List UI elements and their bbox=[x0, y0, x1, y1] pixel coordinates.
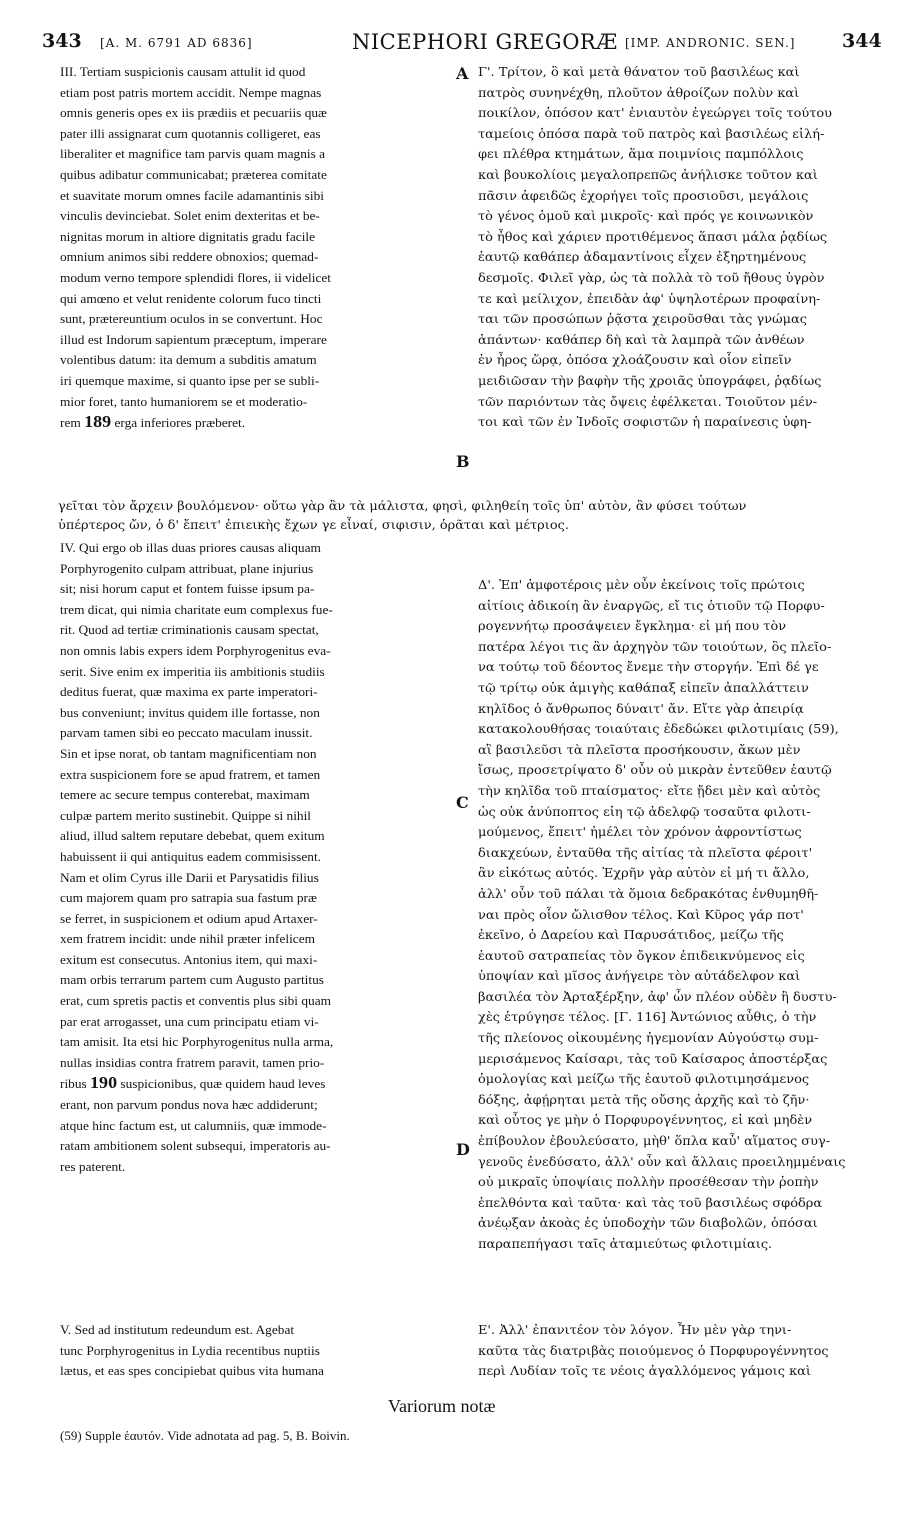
latin-line: serit. Sive enim ex imperitia iis ambitionis studiis bbox=[60, 664, 325, 679]
greek-line: δεσμοῖς. Φιλεῖ γὰρ, ὡς τὰ πολλὰ τὸ τοῦ ἤθους ὑγρὸν bbox=[478, 270, 825, 285]
greek-line: να τούτῳ τοῦ δέοντος ἔνεμε τὴν στοργήν. Ἐπὶ δέ γε bbox=[478, 660, 819, 675]
latin-text-block bbox=[60, 1320, 452, 1382]
greek-line: ἀλλ' οὖν τοῦ πάλαι τὰ ὅμοια δεδρακότας ἐνθυμηθῆ- bbox=[478, 886, 819, 901]
greek-line: τὸ γένος ὁμοῦ καὶ μικροῖς· καὶ πρός γε κοινωνικὸν bbox=[478, 209, 814, 224]
greek-line: τοι καὶ τῶν ἐν Ἰνδοῖς σοφιστῶν ἡ παραίνεσις ὑφη- bbox=[478, 415, 812, 430]
greek-line: περὶ Λυδίαν τοῖς τε νέοις ἀγαλλόμενος γάμοις καὶ bbox=[478, 1364, 811, 1379]
latin-line: III. Tertiam suspicionis causam attulit id quod bbox=[60, 65, 306, 79]
greek-line: Γ'. Τρίτον, ὃ καὶ μετὰ θάνατον τοῦ βασιλέως καὶ bbox=[478, 65, 800, 79]
greek-column-section-3 bbox=[478, 62, 898, 433]
latin-line: cum majorem quam pro satrapia sua fastum præ bbox=[60, 891, 317, 906]
latin-column-section-5 bbox=[60, 1320, 452, 1382]
greek-full-width-block bbox=[58, 497, 898, 535]
greek-line: τῆς πλείονος οἰκουμένης ἡγεμονίαν Αὐγούστῳ συμ- bbox=[478, 1031, 819, 1046]
greek-line: γενοῦς ἐνεδύσατο, ἀλλ' οὖν καὶ ἄλλαις προειλημμέναις bbox=[478, 1154, 846, 1169]
greek-line: πατέρα λέγοι τις ἂν ἀρχηγὸν τῶν τοιούτων, ὃς πλεῖο- bbox=[478, 639, 832, 654]
latin-line: vinculis devinciebat. Solet enim dexteritas et be- bbox=[60, 209, 320, 224]
latin-line: Porphyrogenito culpam attribuat, plane injurius bbox=[60, 561, 314, 576]
greek-line: τὴν κηλῖδα τοῦ πταίσματος· εἴτε ᾔδει μὲν καὶ αὐτὸς bbox=[478, 783, 821, 798]
latin-line: non omnis labis expers idem Porphyrogenitus eva- bbox=[60, 643, 331, 658]
greek-line: δόξης, ἀφῄρηται μετὰ τῆς οὔσης ἀρχῆς καὶ τὸ ζῆν· bbox=[478, 1092, 810, 1107]
latin-line: volentibus datum: ita demum a subditis amatum bbox=[60, 353, 317, 368]
latin-line: exitum est consecutus. Antonius item, qui maxi- bbox=[60, 952, 318, 967]
latin-line: qui amœno et velut renidente colorum fuco tincti bbox=[60, 291, 322, 306]
latin-line: deditus fuerat, quæ maxima ex parte imperatori- bbox=[60, 685, 318, 700]
greek-line: Ε'. Ἀλλ' ἐπανιτέον τὸν λόγον. Ἦν μὲν γὰρ τηνι- bbox=[478, 1323, 792, 1337]
latin-line: nignitas morum in altiore dignitatis gradu facile bbox=[60, 229, 316, 244]
greek-column-section-5 bbox=[478, 1320, 898, 1382]
latin-line: res paterent. bbox=[60, 1159, 126, 1174]
margin-letter-b: B bbox=[456, 452, 470, 471]
latin-line: iri quemque maxime, si quanto ipse per se subli- bbox=[60, 373, 320, 388]
latin-column-section-4 bbox=[60, 538, 452, 1177]
notes-title: Variorum notæ bbox=[388, 1396, 496, 1416]
greek-line: μερισάμενος Καίσαρι, τὰς τοῦ Καίσαρος ἀποστέρξας bbox=[478, 1051, 828, 1066]
greek-line: καὶ βουκολίοις μεγαλοπρεπῶς ἀνήλισκε τοῦτον καὶ bbox=[478, 167, 818, 182]
greek-line: καὶ οὗτος γε μὴν ὁ Πορφυρογέννητος, εἰ καὶ μηδὲν bbox=[478, 1113, 813, 1128]
greek-text-block bbox=[478, 575, 898, 1255]
latin-line: erat, cum spretis pactis et conventis plus sibi quam bbox=[60, 994, 332, 1009]
latin-line-with-pageref bbox=[60, 412, 452, 434]
latin-line: rit. Quod ad tertiæ criminationis causam spectat, bbox=[60, 623, 319, 638]
latin-line: xem fratrem incidit: unde nihil præter infelicem bbox=[60, 932, 316, 947]
greek-line: μούμενος, ἔπειτ' ἠμέλει τὸν χρόνον ἀφροντίστως bbox=[478, 825, 802, 840]
latin-line: extra suspicionem fore se apud fratrem, et tamen bbox=[60, 767, 321, 782]
greek-line: ἂν εἰκότως αὐτός. Ἐχρῆν γὰρ αὐτὸν εἰ μή τι ἄλλο, bbox=[478, 866, 810, 881]
latin-line: temere ac secure tempus conterebat, maximam bbox=[60, 788, 310, 803]
margin-letter-d: D bbox=[456, 1140, 470, 1159]
greek-line: γεῖται τὸν ἄρχειν βουλόμενον· οὕτω γὰρ ἂν τὰ μάλιστα, φησὶ, φιληθείη τοῖς ὑπ' αὐτὸν, ἂν φύσει τούτων bbox=[58, 499, 747, 513]
page-header bbox=[30, 22, 900, 62]
latin-line: se ferret, in suspicionem et odium apud Artaxer- bbox=[60, 911, 318, 926]
greek-line: ταμείοις ὁπόσα παρὰ τοῦ πατρὸς καὶ βασιλέως εἰλή- bbox=[478, 126, 825, 141]
greek-line: ἁπάντων· καθάπερ δὴ καὶ τὰ λαμπρὰ τῶν ἀνθέων bbox=[478, 332, 805, 347]
greek-line: πατρὸς συνηνέχθη, πλοῦτον ἀθροίζων πολὺν καὶ bbox=[478, 85, 800, 100]
greek-line: ποικίλον, ὁπόσον κατ' ἐνιαυτὸν ἐγεώργει τοῖς τούτου bbox=[478, 106, 832, 121]
latin-line: IV. Qui ergo ob illas duas priores causas aliquam bbox=[60, 541, 321, 555]
right-era-label: [IMP. ANDRONIC. SEN.] bbox=[625, 36, 796, 50]
margin-letter-c: C bbox=[456, 793, 469, 812]
latin-line: pater illi assignarat cum quotannis colligeret, eas bbox=[60, 126, 321, 141]
latin-line: ratam ambitionem solent subsequi, imperatoris au- bbox=[60, 1139, 331, 1154]
latin-line: omnium animos sibi reddere obnoxios; quemad- bbox=[60, 250, 319, 265]
greek-line: ἑαυτοῦ σατραπείας τὸν ὄγκον ἐπιδεικνύμενος εἰς bbox=[478, 948, 805, 963]
greek-line: φει πλέθρα κτημάτων, ἅμα ποιμνίοις παμπόλλοις bbox=[478, 147, 804, 162]
greek-line: ρογεννήτῳ προσάψειεν ἔγκλημα· εἰ μή που τὸν bbox=[478, 619, 787, 634]
footnote-59: (59) Supple ἑαυτόν. Vide adnotata ad pag. 5, B. Boivin. bbox=[60, 1428, 350, 1443]
greek-line: ται τῶν προσώπων ῥᾷστα χειροῦσθαι τὰς γνώμας bbox=[478, 312, 807, 327]
latin-line: illud est Indorum sapientum præceptum, imperare bbox=[60, 332, 327, 347]
latin-line: quibus adibatur communicabat; præterea comitate bbox=[60, 167, 327, 182]
greek-column-section-4 bbox=[478, 575, 898, 1255]
left-page-number: 343 bbox=[42, 30, 82, 52]
greek-line: παραπεπήγασι ταῖς ἀταμιεύτως φιλοτιμίαις. bbox=[478, 1237, 773, 1251]
greek-line: ὡς οὐκ ἀνύποπτος εἰη τῷ ἀδελφῷ τοσαῦτα φιλοτι- bbox=[478, 804, 811, 819]
margin-letter-a: A bbox=[456, 64, 469, 83]
greek-line: ὑπέρτερος ὤν, ὁ δ' ἔπειτ' ἐπιεικὴς ἔχων γε εἶναί, σιφισιν, ὁρᾶται καὶ μέτριος. bbox=[58, 518, 569, 532]
latin-line: Sin et ipse norat, ob tantam magnificentiam non bbox=[60, 746, 317, 761]
latin-line: aliud, illud saltem reputare debebat, quem exitum bbox=[60, 829, 325, 844]
latin-line: atque hinc factum est, ut calumniis, quæ immode- bbox=[60, 1118, 327, 1133]
latin-line: etiam post patris mortem accidit. Nempe magnas bbox=[60, 85, 322, 100]
latin-line: nullas insidias contra fratrem paravit, tamen prio- bbox=[60, 1055, 325, 1070]
latin-line: omnis generis opes ex iis prædiis et pecuariis quæ bbox=[60, 106, 327, 121]
greek-line: ὑποψίαν καὶ μῖσος ἀνήγειρε τὸν αὐτάδελφον καὶ bbox=[478, 969, 801, 984]
latin-line: et suavitate morum omnes facile adamantinis sibi bbox=[60, 188, 324, 203]
left-era-label: [A. M. 6791 AD 6836] bbox=[100, 36, 253, 50]
greek-line: πᾶσιν ἀφειδῶς ἐχορήγει τοῖς προσιοῦσι, μεγάλοις bbox=[478, 188, 809, 203]
greek-line: ὁμολογίας καὶ μείζω τῆς ἑαυτοῦ φιλοτιμησάμενος bbox=[478, 1072, 810, 1087]
latin-text: ribus bbox=[60, 1077, 87, 1092]
running-title: NICEPHORI GREGORÆ bbox=[352, 30, 618, 54]
greek-line: ἐπελθόντα καὶ ταῦτα· καὶ τὰς τοῦ βασιλέως σφόδρα bbox=[478, 1195, 823, 1210]
greek-line: ἐν ἦρος ὥρᾳ, ὁπόσα χλοάζουσιν καὶ οἷον εἰπεῖν bbox=[478, 353, 792, 368]
greek-text-block bbox=[478, 62, 898, 433]
latin-line: lætus, et eas spes concipiebat quibus vita humana bbox=[60, 1364, 324, 1379]
latin-line: parvam tamen sibi eo peccato maculam inussit. bbox=[60, 726, 313, 741]
greek-line: ἐκεῖνο, ὁ Δαρείου καὶ Παρυσάτιδος, μείζω τῆς bbox=[478, 928, 784, 943]
greek-line: ἀνέῳξαν ἀκοὰς ἐς ὑποδοχὴν τῶν διαβολῶν, ὁπόσαι bbox=[478, 1216, 818, 1231]
latin-line: par erat arrogasset, una cum principatu etiam vi- bbox=[60, 1014, 319, 1029]
latin-line: tunc Porphyrogenitus in Lydia recentibus nuptiis bbox=[60, 1343, 320, 1358]
latin-text-block bbox=[60, 62, 452, 412]
latin-line: liberaliter et magnifice tam parvis quam magnis a bbox=[60, 147, 326, 162]
latin-text-block bbox=[60, 1095, 452, 1177]
latin-line: culpæ partem merito sustinebit. Quippe si nihil bbox=[60, 808, 312, 823]
latin-line: sit; nisi horum caput et fontem fuisse ipsum pa- bbox=[60, 582, 315, 597]
greek-line: μειδιῶσαν τὴν βαφὴν τῆς χροιᾶς ὑπογράφει, ῥᾳδίως bbox=[478, 373, 822, 388]
latin-line: bus conveniunt; invitus quidem ille fortasse, non bbox=[60, 705, 320, 720]
latin-line: sunt, prætereuntium oculos in se convertunt. Hoc bbox=[60, 312, 323, 327]
latin-line: mam orbis terrarum partem cum Augusto partitus bbox=[60, 973, 324, 988]
latin-text: rem bbox=[60, 416, 81, 431]
greek-line: κατακολουθήσας τοιαύταις ἐδεδώκει φιλοτιμίαις (59), bbox=[478, 722, 839, 737]
page-reference-189: 189 bbox=[84, 412, 112, 432]
greek-line: κηλῖδος ὁ ἄνθρωπος δύναιτ' ἄν. Εἴτε γὰρ ἀπειρίᾳ bbox=[478, 701, 804, 716]
greek-line: τῷ τρίτῳ οὐκ ἀμιγὴς καθάπαξ εἰπεῖν ἀπαλλάττειν bbox=[478, 680, 809, 695]
greek-line: ναι πρὸς οἷον ὤλισθον τέλος. Καὶ Κῦρος γάρ ποτ' bbox=[478, 907, 804, 922]
greek-line: αἰτίοις ἀδικοίη ἂν ἐναργῶς, εἴ τις ὁτιοῦν τῷ Πορφυ- bbox=[478, 598, 825, 613]
latin-line: mior foret, tanto humaniorem se et moderatio- bbox=[60, 394, 308, 409]
latin-column-section-3 bbox=[60, 62, 452, 434]
latin-line: Nam et olim Cyrus ille Darii et Parysatidis filius bbox=[60, 870, 319, 885]
greek-line: ἴσως, προσετρίψατο δ' οὖν οὐ μικρὰν ἐντεῦθεν ἑαυτῷ bbox=[478, 763, 832, 778]
latin-line-with-pageref bbox=[60, 1073, 452, 1095]
latin-line: modum verno tempore splendidi flores, ii videlicet bbox=[60, 270, 332, 285]
greek-line: βασιλέα τὸν Ἀρταξέρξην, ἀφ' ὧν πλέον οὐδὲν ἢ δυστυ- bbox=[478, 989, 837, 1004]
latin-line: V. Sed ad institutum redeundum est. Agebat bbox=[60, 1323, 295, 1337]
latin-line: erant, non parvum pondus nova hæc addiderunt; bbox=[60, 1098, 318, 1113]
latin-line: trem dicat, qui nimia charitate eum complexus fue- bbox=[60, 602, 333, 617]
greek-line: τε καὶ μείλιχον, ἐπειδὰν ἀφ' ὑψηλοτέρων προφαίνη- bbox=[478, 291, 821, 306]
latin-line: habuissent ii qui antiquitus eadem commisissent. bbox=[60, 849, 322, 864]
greek-line: τῶν παριόντων τὰς ὄψεις ἐφέλκεται. Τοιοῦτον μέν- bbox=[478, 394, 818, 409]
latin-text: suspicionibus, quæ quidem haud leves bbox=[120, 1077, 326, 1092]
greek-line: ἐπίβουλον ἐβουλεύσατο, μὴθ' ὅπλα καὖ' αἵματος συγ- bbox=[478, 1134, 831, 1149]
latin-line: tam amisit. Ita etsi hic Porphyrogenitus nulla arma, bbox=[60, 1035, 334, 1050]
greek-line: διακχεύων, ἐνταῦθα τῆς αἰτίας τὰ πλεῖστα φέροιτ' bbox=[478, 845, 813, 860]
greek-line: χὲς ἐτρύγησε τέλος. [Γ. 116] Ἀντώνιος αὖθις, ὁ τὴν bbox=[478, 1010, 817, 1025]
greek-text-block bbox=[478, 1320, 898, 1382]
latin-text: erga inferiores præberet. bbox=[114, 416, 246, 431]
greek-line: Δ'. Ἐπ' ἀμφοτέροις μὲν οὖν ἐκείνοις τοῖς πρώτοις bbox=[478, 578, 805, 592]
greek-line: αἳ βασιλεῦσι τὰ πλεῖστα προσήκουσιν, ἄκων μὲν bbox=[478, 742, 801, 757]
greek-line: ἑαυτῷ καθάπερ ἀδαμαντίνοις εἶχεν ἐξηρτημένους bbox=[478, 250, 807, 265]
greek-text-block bbox=[58, 497, 898, 535]
greek-line: καῦτα τὰς διατριβὰς ποιούμενος ὁ Πορφυρογέννητος bbox=[478, 1343, 829, 1358]
greek-line: οὐ μικραῖς ὑποψίαις πολλὴν προσέθεσαν τὴν ῥοπὴν bbox=[478, 1175, 819, 1190]
greek-line: τὸ ἦθος καὶ χάριεν προτιθέμενος ἅπασι μάλα ῥᾳδίως bbox=[478, 229, 828, 244]
page-reference-190: 190 bbox=[90, 1073, 118, 1093]
latin-text-block bbox=[60, 538, 452, 1073]
right-page-number: 344 bbox=[842, 30, 882, 52]
